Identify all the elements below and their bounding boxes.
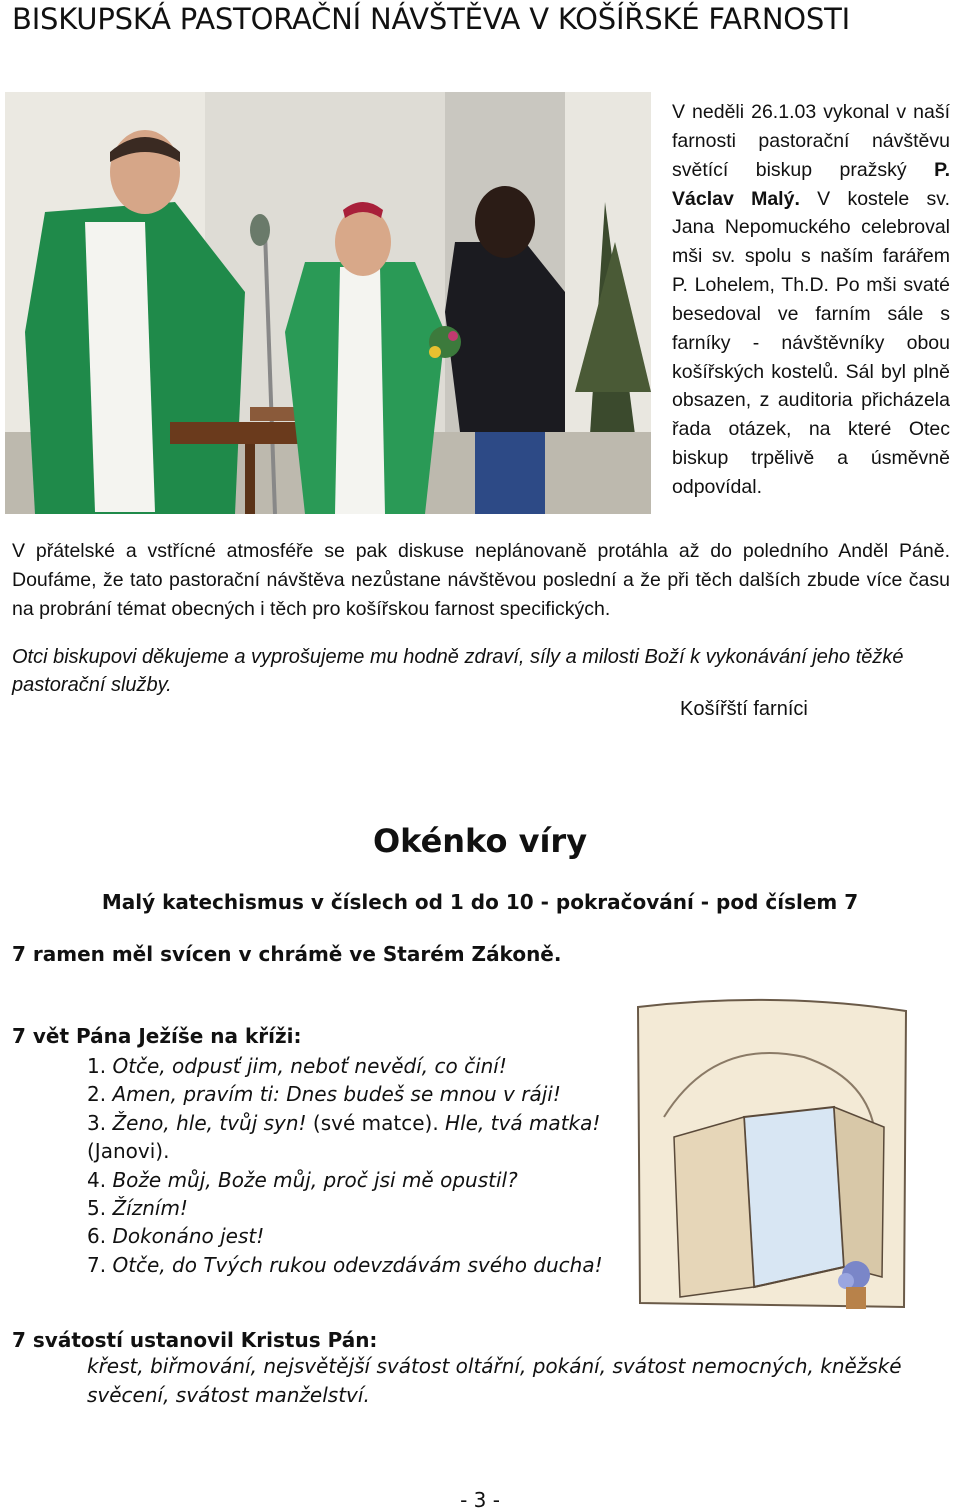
sacraments-text: křest, biřmování, nejsvětější svátost oltářní, pokání, svátost nemocných, kněžské svěcení, svátost manželství. bbox=[87, 1354, 902, 1407]
list-item bbox=[87, 1194, 627, 1222]
list-number: 1. bbox=[87, 1054, 107, 1078]
list-text: Žízním! bbox=[112, 1196, 188, 1221]
list-item bbox=[87, 1166, 627, 1194]
list-number: 2. bbox=[87, 1082, 107, 1107]
list-plain: (své matce). bbox=[306, 1110, 446, 1135]
bishop-name: P. Václav Malý. bbox=[672, 158, 951, 210]
list-text: Otče, odpusť jim, neboť nevědí, co činí! bbox=[112, 1054, 507, 1078]
list-item bbox=[87, 1251, 627, 1279]
section-subtitle: Malý katechismus v číslech od 1 do 10 - pokračování - pod číslem 7 bbox=[101, 890, 859, 914]
article-intro-text bbox=[672, 98, 950, 502]
list-number: 7. bbox=[87, 1252, 107, 1277]
list-text: Dokonáno jest! bbox=[112, 1224, 265, 1249]
list-text: Ženo, hle, tvůj syn! bbox=[112, 1110, 307, 1135]
list-plain-2: (Janovi). bbox=[87, 1139, 170, 1164]
page-title: BISKUPSKÁ PASTORAČNÍ NÁVŠTĚVA V KOŠÍŘSKÉ FARNOSTI bbox=[12, 2, 851, 36]
list-number: 5. bbox=[87, 1196, 107, 1221]
article-thanks: Otci biskupovi děkujeme a vyprošujeme mu hodně zdraví, síly a milosti Boží k vykonávání jeho těžké pastorační služby. bbox=[12, 646, 904, 696]
article-signature: Košířští farníci bbox=[680, 698, 808, 720]
article-intro-line-3: V kostele sv. Jana Nepomuckého celebroval mši sv. spolu s naším farářem P. Lohelem, Th.D. Po mši svaté besedoval ve farním sále s farníky - návštěvníky obou košířských kostelů. Sál byl plně obsazen, z auditoria přicházela řada otázek, na které Otec biskup trpělivě a úsměvně odpovídal. bbox=[672, 187, 950, 498]
section-title: Okénko víry bbox=[372, 822, 588, 860]
list-number: 6. bbox=[87, 1224, 107, 1249]
article-intro-line-1: V neděli 26.1.03 vykonal v naší farnosti pastorační návštěvu světící biskup pražský bbox=[672, 101, 950, 181]
article-intro bbox=[672, 98, 950, 502]
list-text-2: Hle, tvá matka! bbox=[445, 1110, 601, 1135]
drawing-window bbox=[634, 997, 910, 1315]
page-number: - 3 - bbox=[460, 1488, 500, 1512]
article-body bbox=[12, 537, 950, 624]
list-item bbox=[87, 1222, 627, 1250]
article-body-text: V přátelské a vstřícné atmosféře se pak diskuse neplánovaně protáhla až do poledního Anděl Páně. Doufáme, že tato pastorační návštěva nezůstane návštěvou poslední a že při těch dalších zbude více času na probrání témat obecných i těch pro košířskou farnost specifických. bbox=[12, 540, 950, 620]
sacraments-heading: 7 svátostí ustanovil Kristus Pán: bbox=[12, 1328, 378, 1352]
list-number: 4. bbox=[87, 1167, 107, 1192]
words-heading: 7 vět Pána Ježíše na kříži: bbox=[12, 1024, 302, 1048]
candlestick-line: 7 ramen měl svícen v chrámě ve Starém Zákoně. bbox=[12, 942, 562, 966]
list-item bbox=[87, 1052, 627, 1080]
list-text: Bože můj, Bože můj, proč jsi mě opustil? bbox=[112, 1167, 518, 1192]
photo-bishop-visit bbox=[5, 92, 651, 514]
list-number: 3. bbox=[87, 1110, 107, 1135]
list-text: Amen, pravím ti: Dnes budeš se mnou v ráji! bbox=[112, 1082, 561, 1107]
words-list bbox=[87, 1052, 627, 1279]
list-item bbox=[87, 1109, 627, 1166]
list-item bbox=[87, 1080, 627, 1108]
list-text: Otče, do Tvých rukou odevzdávám svého ducha! bbox=[112, 1252, 603, 1277]
